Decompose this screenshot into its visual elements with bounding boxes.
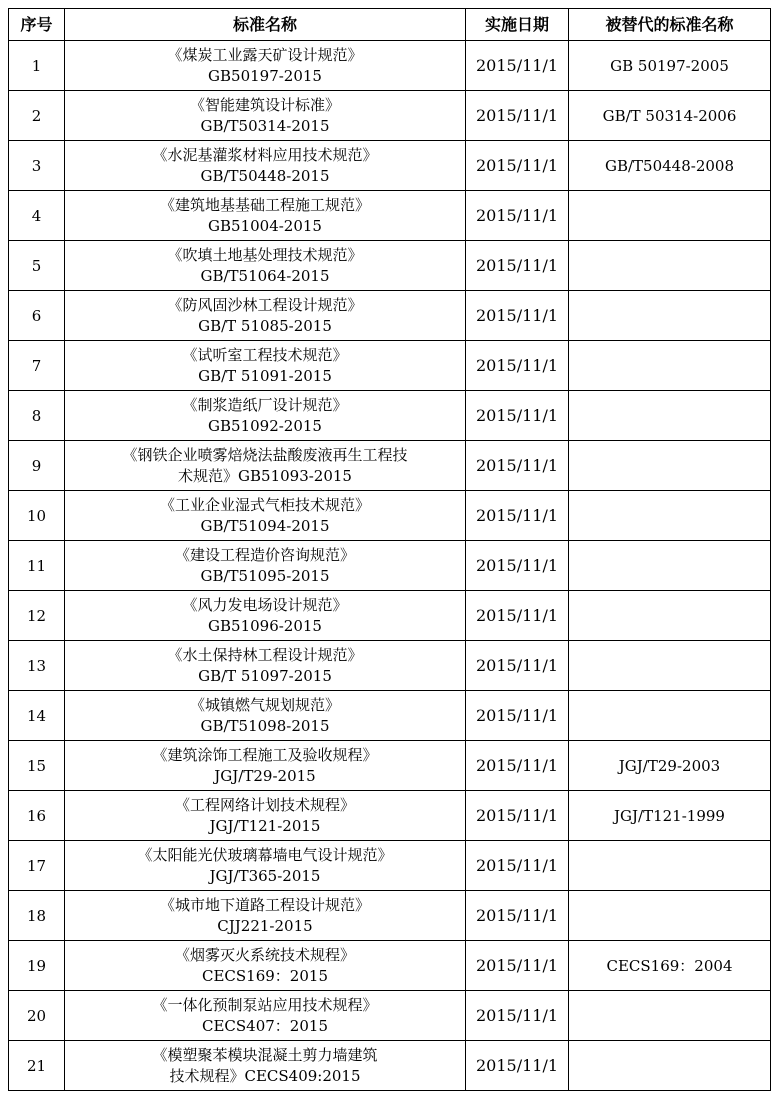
table-row [9, 191, 771, 241]
table-row [9, 241, 771, 291]
standard-title: 《建设工程造价咨询规范》 [174, 546, 355, 564]
standard-code: 术规范》GB51093-2015 [178, 466, 352, 485]
standard-title: 《烟雾灭火系统技术规程》 [174, 946, 355, 964]
standard-name-cell [65, 991, 466, 1041]
table-row [9, 791, 771, 841]
effective-date: 2015/11/1 [466, 1041, 569, 1091]
replaced-standard [569, 241, 771, 291]
standard-title: 《工业企业湿式气柜技术规范》 [159, 496, 370, 514]
replaced-standard [569, 391, 771, 441]
standard-title: 《试听室工程技术规范》 [182, 346, 348, 364]
table-row [9, 91, 771, 141]
effective-date: 2015/11/1 [466, 691, 569, 741]
standard-name-cell [65, 541, 466, 591]
standard-code: GB/T51095-2015 [200, 566, 330, 585]
replaced-standard [569, 191, 771, 241]
standard-name-cell [65, 241, 466, 291]
standard-name-cell [65, 41, 466, 91]
standards-table [8, 8, 771, 1091]
table-row [9, 141, 771, 191]
header-date: 实施日期 [466, 9, 569, 41]
effective-date: 2015/11/1 [466, 91, 569, 141]
standard-title: 《太阳能光伏玻璃幕墙电气设计规范》 [137, 846, 393, 864]
replaced-standard [569, 491, 771, 541]
table-row [9, 491, 771, 541]
effective-date: 2015/11/1 [466, 591, 569, 641]
standard-code: GB/T51098-2015 [200, 716, 330, 735]
replaced-standard [569, 441, 771, 491]
effective-date: 2015/11/1 [466, 141, 569, 191]
standard-name-cell [65, 191, 466, 241]
standard-title: 《防风固沙林工程设计规范》 [167, 296, 363, 314]
standard-code: GB/T 51097-2015 [198, 666, 332, 685]
effective-date: 2015/11/1 [466, 841, 569, 891]
row-number: 5 [9, 241, 65, 291]
header-no: 序号 [9, 9, 65, 41]
standard-code: CECS169：2015 [202, 966, 328, 985]
replaced-standard: GB 50197-2005 [569, 41, 771, 91]
row-number: 17 [9, 841, 65, 891]
effective-date: 2015/11/1 [466, 191, 569, 241]
replaced-standard [569, 541, 771, 591]
standard-title: 《水土保持林工程设计规范》 [167, 646, 363, 664]
effective-date: 2015/11/1 [466, 991, 569, 1041]
replaced-standard [569, 641, 771, 691]
standard-title: 《工程网络计划技术规程》 [174, 796, 355, 814]
row-number: 20 [9, 991, 65, 1041]
standard-title: 《一体化预制泵站应用技术规程》 [152, 996, 378, 1014]
standard-code: 技术规程》CECS409:2015 [169, 1066, 361, 1085]
effective-date: 2015/11/1 [466, 491, 569, 541]
standard-name-cell [65, 691, 466, 741]
effective-date: 2015/11/1 [466, 241, 569, 291]
table-row [9, 591, 771, 641]
replaced-standard [569, 341, 771, 391]
row-number: 1 [9, 41, 65, 91]
standard-code: JGJ/T365-2015 [209, 866, 321, 885]
replaced-standard: CECS169：2004 [569, 941, 771, 991]
standard-title: 《智能建筑设计标准》 [189, 96, 340, 114]
table-body [9, 41, 771, 1091]
standard-name-cell [65, 91, 466, 141]
table-row [9, 441, 771, 491]
row-number: 15 [9, 741, 65, 791]
standard-title: 《建筑涂饰工程施工及验收规程》 [152, 746, 378, 764]
standard-code: GB/T 51091-2015 [198, 366, 332, 385]
standard-name-cell [65, 391, 466, 441]
standard-code: GB50197-2015 [208, 66, 322, 85]
effective-date: 2015/11/1 [466, 341, 569, 391]
standard-name-cell [65, 941, 466, 991]
standard-code: CECS407：2015 [202, 1016, 328, 1035]
replaced-standard: JGJ/T29-2003 [569, 741, 771, 791]
effective-date: 2015/11/1 [466, 641, 569, 691]
row-number: 18 [9, 891, 65, 941]
replaced-standard [569, 591, 771, 641]
standard-title: 《城镇燃气规划规范》 [189, 696, 340, 714]
table-row [9, 941, 771, 991]
table-row [9, 641, 771, 691]
standard-name-cell [65, 441, 466, 491]
effective-date: 2015/11/1 [466, 41, 569, 91]
replaced-standard [569, 291, 771, 341]
standard-code: GB51004-2015 [208, 216, 322, 235]
standard-code: GB/T51064-2015 [200, 266, 330, 285]
row-number: 11 [9, 541, 65, 591]
standard-title: 《吹填土地基处理技术规范》 [167, 246, 363, 264]
standard-code: GB/T51094-2015 [200, 516, 330, 535]
header-row [9, 9, 771, 41]
row-number: 4 [9, 191, 65, 241]
standard-title: 《城市地下道路工程设计规范》 [159, 896, 370, 914]
standard-code: GB51096-2015 [208, 616, 322, 635]
row-number: 7 [9, 341, 65, 391]
standard-code: JGJ/T29-2015 [214, 766, 316, 785]
standard-name-cell [65, 291, 466, 341]
row-number: 3 [9, 141, 65, 191]
replaced-standard [569, 991, 771, 1041]
table-row [9, 691, 771, 741]
standard-code: GB/T50314-2015 [200, 116, 330, 135]
standard-name-cell [65, 491, 466, 541]
standard-name-cell [65, 341, 466, 391]
standard-code: JGJ/T121-2015 [209, 816, 321, 835]
replaced-standard [569, 691, 771, 741]
standard-name-cell [65, 841, 466, 891]
effective-date: 2015/11/1 [466, 891, 569, 941]
effective-date: 2015/11/1 [466, 441, 569, 491]
table-row [9, 741, 771, 791]
standard-code: GB/T 51085-2015 [198, 316, 332, 335]
row-number: 16 [9, 791, 65, 841]
standard-title: 《水泥基灌浆材料应用技术规范》 [152, 146, 378, 164]
standard-title: 《制浆造纸厂设计规范》 [182, 396, 348, 414]
standard-name-cell [65, 791, 466, 841]
table-row [9, 291, 771, 341]
table-row [9, 41, 771, 91]
replaced-standard: GB/T 50314-2006 [569, 91, 771, 141]
row-number: 2 [9, 91, 65, 141]
replaced-standard [569, 841, 771, 891]
row-number: 8 [9, 391, 65, 441]
replaced-standard [569, 891, 771, 941]
standard-name-cell [65, 1041, 466, 1091]
standard-name-cell [65, 141, 466, 191]
row-number: 9 [9, 441, 65, 491]
effective-date: 2015/11/1 [466, 791, 569, 841]
row-number: 13 [9, 641, 65, 691]
row-number: 14 [9, 691, 65, 741]
table-row [9, 541, 771, 591]
standard-title: 《建筑地基基础工程施工规范》 [159, 196, 370, 214]
standard-code: CJJ221-2015 [217, 916, 313, 935]
row-number: 19 [9, 941, 65, 991]
table-row [9, 891, 771, 941]
header-title: 标准名称 [65, 9, 466, 41]
row-number: 10 [9, 491, 65, 541]
effective-date: 2015/11/1 [466, 541, 569, 591]
table-row [9, 991, 771, 1041]
standard-name-cell [65, 641, 466, 691]
row-number: 6 [9, 291, 65, 341]
effective-date: 2015/11/1 [466, 291, 569, 341]
standard-title: 《钢铁企业喷雾焙烧法盐酸废液再生工程技 [122, 446, 408, 464]
standard-code: GB51092-2015 [208, 416, 322, 435]
standard-title: 《模塑聚苯模块混凝土剪力墙建筑 [152, 1046, 378, 1064]
row-number: 12 [9, 591, 65, 641]
standard-title: 《煤炭工业露天矿设计规范》 [167, 46, 363, 64]
standard-name-cell [65, 591, 466, 641]
effective-date: 2015/11/1 [466, 391, 569, 441]
standard-name-cell [65, 891, 466, 941]
replaced-standard: JGJ/T121-1999 [569, 791, 771, 841]
row-number: 21 [9, 1041, 65, 1091]
table-row [9, 1041, 771, 1091]
table-row [9, 841, 771, 891]
effective-date: 2015/11/1 [466, 741, 569, 791]
replaced-standard [569, 1041, 771, 1091]
header-replaced: 被替代的标准名称 [569, 9, 771, 41]
table-row [9, 341, 771, 391]
standard-title: 《风力发电场设计规范》 [182, 596, 348, 614]
standard-name-cell [65, 741, 466, 791]
table-row [9, 391, 771, 441]
standard-code: GB/T50448-2015 [200, 166, 330, 185]
replaced-standard: GB/T50448-2008 [569, 141, 771, 191]
effective-date: 2015/11/1 [466, 941, 569, 991]
